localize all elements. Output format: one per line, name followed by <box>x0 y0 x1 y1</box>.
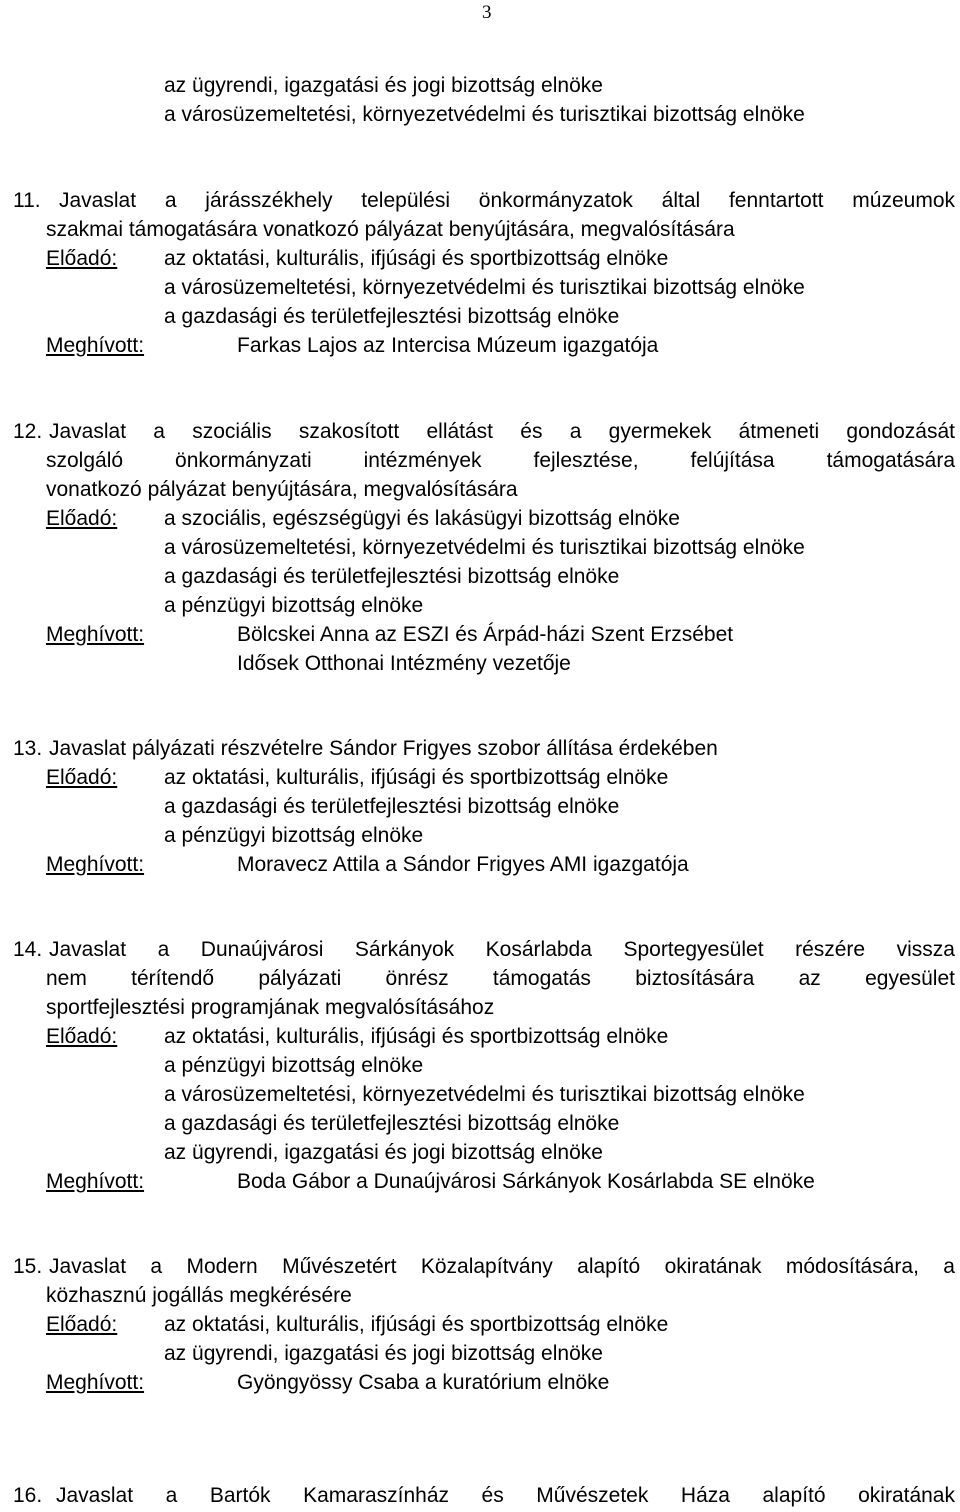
presenter: a gazdasági és területfejlesztési bizottság elnöke <box>164 305 620 328</box>
invited: Moravecz Attila a Sándor Frigyes AMI igazgatója <box>237 853 689 876</box>
presenter-label: Előadó: <box>46 1025 118 1048</box>
invited-label: Meghívott: <box>46 334 145 357</box>
item-number: 16. <box>13 1484 43 1507</box>
presenter: a gazdasági és területfejlesztési bizottság elnöke <box>164 1112 620 1135</box>
presenter: a pénzügyi bizottság elnöke <box>164 824 424 847</box>
invited-label: Meghívott: <box>46 623 145 646</box>
invited: Farkas Lajos az Intercisa Múzeum igazgatója <box>237 334 659 357</box>
presenter: az oktatási, kulturális, ifjúsági és sportbizottság elnöke <box>164 247 669 270</box>
presenter: a gazdasági és területfejlesztési bizottság elnöke <box>164 795 620 818</box>
presenter-label: Előadó: <box>46 1313 118 1336</box>
item-title: nem térítendő pályázati önrész támogatás biztosítására az egyesület <box>46 967 955 990</box>
presenter-label: Előadó: <box>46 766 118 789</box>
invited-label: Meghívott: <box>46 1371 145 1394</box>
item-number: 15. <box>13 1255 43 1278</box>
item-number: 13. <box>13 737 43 760</box>
presenter: az ügyrendi, igazgatási és jogi bizottság elnöke <box>164 1141 603 1164</box>
presenter: a gazdasági és területfejlesztési bizottság elnöke <box>164 565 620 588</box>
intro-line: a városüzemeltetési, környezetvédelmi és turisztikai bizottság elnöke <box>164 103 805 126</box>
presenter-label: Előadó: <box>46 507 118 530</box>
presenter: az oktatási, kulturális, ifjúsági és sportbizottság elnöke <box>164 1025 669 1048</box>
presenter: a városüzemeltetési, környezetvédelmi és turisztikai bizottság elnöke <box>164 276 805 299</box>
invited: Boda Gábor a Dunaújvárosi Sárkányok Kosárlabda SE elnöke <box>237 1170 815 1193</box>
presenter: az oktatási, kulturális, ifjúsági és sportbizottság elnöke <box>164 1313 669 1336</box>
item-number: 14. <box>13 938 43 961</box>
invited: Idősek Otthonai Intézmény vezetője <box>237 652 571 675</box>
item-title: Javaslat a Bartók Kamaraszínház és Művészetek Háza alapító okiratának <box>56 1484 955 1507</box>
item-title: vonatkozó pályázat benyújtására, megvalósítására <box>46 478 518 501</box>
invited-label: Meghívott: <box>46 1170 145 1193</box>
invited-label: Meghívott: <box>46 853 145 876</box>
presenter: az oktatási, kulturális, ifjúsági és sportbizottság elnöke <box>164 766 669 789</box>
item-title: szakmai támogatására vonatkozó pályázat benyújtására, megvalósítására <box>46 218 735 241</box>
presenter: az ügyrendi, igazgatási és jogi bizottság elnöke <box>164 1342 603 1365</box>
presenter: a pénzügyi bizottság elnöke <box>164 1054 424 1077</box>
item-title: sportfejlesztési programjának megvalósításához <box>46 996 495 1019</box>
item-title: szolgáló önkormányzati intézmények fejlesztése, felújítása támogatására <box>46 449 955 472</box>
presenter: a városüzemeltetési, környezetvédelmi és turisztikai bizottság elnöke <box>164 1083 805 1106</box>
item-title: Javaslat pályázati részvételre Sándor Frigyes szobor állítása érdekében <box>49 737 718 760</box>
page-number: 3 <box>482 2 492 23</box>
item-title: Javaslat a szociális szakosított ellátást és a gyermekek átmeneti gondozását <box>49 420 955 443</box>
item-title: Javaslat a Modern Művészetért Közalapítvány alapító okiratának módosítására, a <box>49 1255 955 1278</box>
item-title: közhasznú jogállás megkérésére <box>46 1284 352 1307</box>
invited: Gyöngyössy Csaba a kuratórium elnöke <box>237 1371 610 1394</box>
presenter: a városüzemeltetési, környezetvédelmi és turisztikai bizottság elnöke <box>164 536 805 559</box>
presenter: a szociális, egészségügyi és lakásügyi bizottság elnöke <box>164 507 680 530</box>
item-number: 12. <box>13 420 43 443</box>
intro-line: az ügyrendi, igazgatási és jogi bizottság elnöke <box>164 74 603 97</box>
presenter: a pénzügyi bizottság elnöke <box>164 594 424 617</box>
invited: Bölcskei Anna az ESZI és Árpád-házi Szent Erzsébet <box>237 623 734 646</box>
item-number: 11. <box>13 189 41 212</box>
item-title: Javaslat a Dunaújvárosi Sárkányok Kosárlabda Sportegyesület részére vissza <box>49 938 955 961</box>
presenter-label: Előadó: <box>46 247 118 270</box>
item-title: Javaslat a járásszékhely települési önkormányzatok által fenntartott múzeumok <box>59 189 955 212</box>
